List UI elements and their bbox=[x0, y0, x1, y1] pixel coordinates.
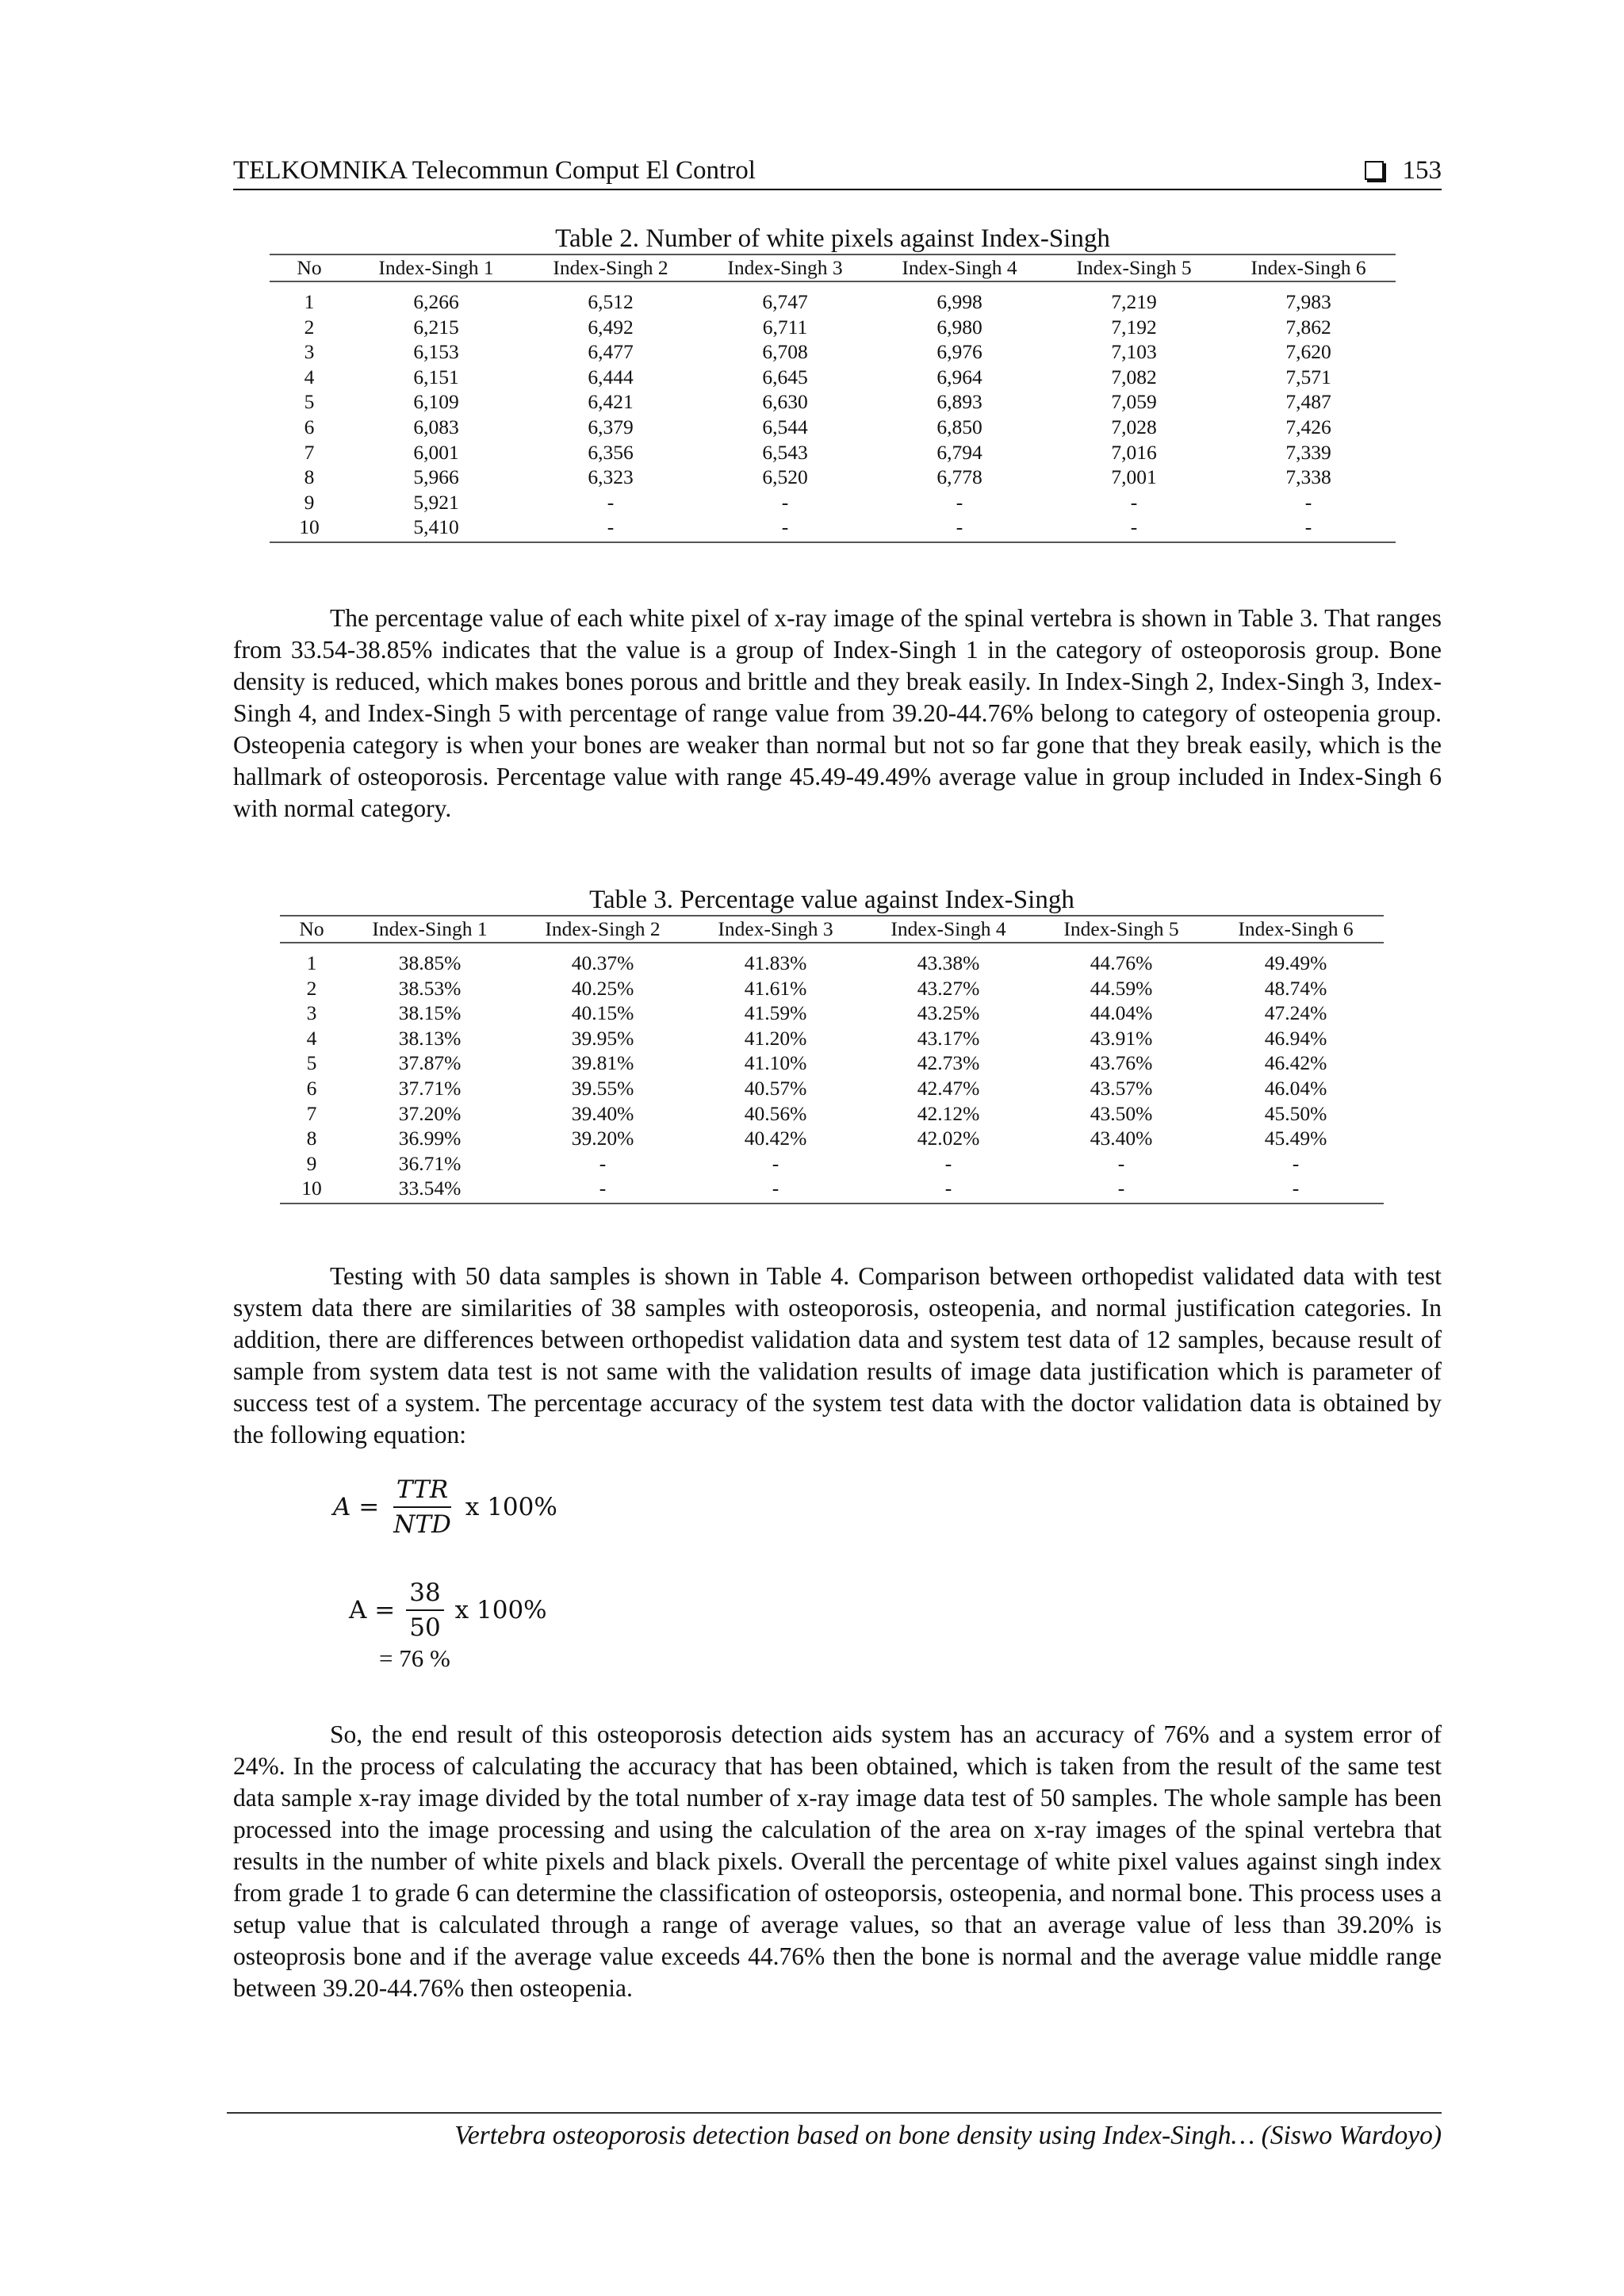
table-row bbox=[280, 1176, 1384, 1203]
table-3 bbox=[280, 885, 1384, 1204]
table-cell: 6,708 bbox=[762, 340, 808, 364]
table-cell: 46.04% bbox=[1264, 1076, 1327, 1100]
accuracy-formula bbox=[333, 1475, 557, 1540]
page-number: 153 bbox=[1402, 156, 1442, 185]
table-cell: 6,356 bbox=[588, 440, 634, 464]
numerator: 38 bbox=[406, 1578, 443, 1611]
paragraph-3: So, the end result of this osteoporosis detection aids system has an accuracy of 76% and a system error of 24%. In the process of calculating the accuracy that has been obtained, which is taken from the result of the same test data sample x-ray image divided by the total number of x-ray image data test of 50 samples. The whole sample has been processed into the image processing and using the calculation of the area on x-ray images of the spinal vertebra that results in the number of white pixels and black pixels. Overall the percentage of white pixel values against singh index from grade 1 to grade 6 can determine the classification of osteoporsis, osteopenia, and normal bone. This process uses a setup value that is calculated through a range of average values, so that an average value of less than 39.20% is osteoprosis bone and if the average value exceeds 44.76% then the bone is normal and the average value middle range between 39.20-44.76% then osteopenia. bbox=[233, 1720, 1442, 2002]
table-cell: 9 bbox=[304, 490, 315, 514]
table-cell: - bbox=[698, 515, 872, 542]
table-cell: 5 bbox=[306, 1051, 317, 1075]
column-header: Index-Singh 5 bbox=[1035, 916, 1208, 943]
table-cell: 6,964 bbox=[936, 365, 982, 388]
table-cell: 10 bbox=[270, 515, 349, 542]
table-cell: 7,192 bbox=[1111, 315, 1157, 339]
table-row bbox=[280, 1050, 1384, 1076]
square-box-icon bbox=[1365, 161, 1384, 180]
table-header-row bbox=[270, 254, 1396, 281]
table-cell: 7,082 bbox=[1111, 365, 1157, 388]
table-cell: 8 bbox=[304, 465, 315, 489]
table-cell: 6,794 bbox=[936, 440, 982, 464]
table-cell: 2 bbox=[306, 976, 317, 1000]
table-cell: 6,001 bbox=[413, 440, 459, 464]
table-cell: 6,630 bbox=[762, 390, 808, 414]
table-cell: 38.53% bbox=[398, 976, 462, 1000]
table-cell: 4 bbox=[306, 1026, 317, 1050]
table-cell: 42.47% bbox=[917, 1076, 980, 1100]
table-cell: 36.99% bbox=[398, 1127, 462, 1150]
table-row bbox=[280, 1101, 1384, 1127]
table-cell: 6,153 bbox=[413, 340, 459, 364]
table-cell: 6 bbox=[306, 1076, 317, 1100]
table-cell: - bbox=[1047, 515, 1221, 542]
table-row bbox=[270, 490, 1396, 515]
column-header: No bbox=[280, 916, 343, 943]
paragraph-2: Testing with 50 data samples is shown in Table 4. Comparison between orthopedist validated data with test system data there are similarities of 38 samples with osteoporosis, osteopenia, and normal justification categories. In addition, there are differences between orthopedist validation data and system test data of 12 samples, because result of sample from system data test is not same with the validation results of image data justification which is parameter of success test of a system. The percentage accuracy of the system test data with the doctor validation data is obtained by the following equation: bbox=[233, 1262, 1442, 1448]
table-cell: 3 bbox=[306, 1001, 317, 1025]
table-row bbox=[270, 315, 1396, 340]
table-cell: - bbox=[1292, 1151, 1300, 1175]
formula-lhs: A = bbox=[349, 1596, 396, 1624]
table-cell: 7,338 bbox=[1285, 465, 1331, 489]
table-cell: 40.56% bbox=[744, 1101, 807, 1125]
table-header-row bbox=[280, 916, 1384, 943]
table-cell: 2 bbox=[304, 315, 315, 339]
denominator: 50 bbox=[409, 1613, 441, 1642]
table-cell: 47.24% bbox=[1264, 1001, 1327, 1025]
table-cell: 6,645 bbox=[762, 365, 808, 388]
table-cell: 6,151 bbox=[413, 365, 459, 388]
table-cell: 6,266 bbox=[413, 290, 459, 313]
table-cell: 39.81% bbox=[571, 1051, 634, 1075]
column-header: Index-Singh 5 bbox=[1047, 254, 1221, 281]
table-cell: 7,983 bbox=[1285, 290, 1331, 313]
table-cell: 43.38% bbox=[917, 951, 980, 974]
table-row bbox=[270, 415, 1396, 440]
table-2-grid bbox=[270, 254, 1396, 543]
table-cell: 7,016 bbox=[1111, 440, 1157, 464]
table-cell: 43.50% bbox=[1090, 1101, 1153, 1125]
table-cell: 39.95% bbox=[571, 1026, 634, 1050]
table-cell: 6,980 bbox=[936, 315, 982, 339]
table-row bbox=[280, 1076, 1384, 1101]
table-cell: 5,410 bbox=[349, 515, 523, 542]
table-cell: 36.71% bbox=[398, 1151, 462, 1175]
table-3-caption: Table 3. Percentage value against Index-Singh bbox=[589, 886, 1074, 914]
table-cell: 6,893 bbox=[936, 390, 982, 414]
table-cell: 38.13% bbox=[398, 1026, 462, 1050]
table-cell: 6,083 bbox=[413, 415, 459, 438]
table-cell: 1 bbox=[306, 951, 317, 974]
table-cell: 40.37% bbox=[571, 951, 634, 974]
table-cell: - bbox=[1117, 1151, 1125, 1175]
table-cell: 7,028 bbox=[1111, 415, 1157, 438]
table-cell: 41.59% bbox=[744, 1001, 807, 1025]
formula-tail: x 100% bbox=[454, 1596, 547, 1624]
table-cell: 33.54% bbox=[343, 1176, 516, 1203]
table-cell: - bbox=[781, 490, 789, 514]
table-cell: 43.27% bbox=[917, 976, 980, 1000]
denominator: NTD bbox=[393, 1510, 451, 1539]
table-cell: 4 bbox=[304, 365, 315, 388]
table-cell: 7,059 bbox=[1111, 390, 1157, 414]
table-cell: 44.04% bbox=[1090, 1001, 1153, 1025]
table-row bbox=[280, 943, 1384, 976]
table-row bbox=[280, 1126, 1384, 1151]
table-cell: 43.91% bbox=[1090, 1026, 1153, 1050]
table-cell: 7,426 bbox=[1285, 415, 1331, 438]
table-cell: 7,487 bbox=[1285, 390, 1331, 414]
table-cell: 39.20% bbox=[571, 1127, 634, 1150]
table-row bbox=[270, 281, 1396, 315]
table-cell: 42.02% bbox=[917, 1127, 980, 1150]
table-row bbox=[270, 440, 1396, 465]
table-cell: - bbox=[1130, 490, 1138, 514]
table-cell: 43.40% bbox=[1090, 1127, 1153, 1150]
paragraph-1: The percentage value of each white pixel of x-ray image of the spinal vertebra is shown in Table 3. That ranges from 33.54-38.85% indicates that the value is a group of Index-Singh 1 in the category of osteoporosis group. Bone density is reduced, which makes bones porous and brittle and they break easily. In Index-Singh 2, Index-Singh 3, Index-Singh 4, and Index-Singh 5 with percentage of range value from 39.20-44.76% belong to category of osteopenia group. Osteopenia category is when your bones are weaker than normal but not so far gone that they break easily, which is the hallmark of osteoporosis. Percentage value with range 45.49-49.49% average value in group included in Index-Singh 6 with normal category. bbox=[233, 604, 1442, 822]
table-row bbox=[280, 976, 1384, 1001]
table-cell: - bbox=[516, 1176, 689, 1203]
table-cell: 9 bbox=[306, 1151, 317, 1175]
table-cell: 6,976 bbox=[936, 340, 982, 364]
table-cell: 6,747 bbox=[762, 290, 808, 313]
table-cell: 6,477 bbox=[588, 340, 634, 364]
table-cell: - bbox=[607, 490, 615, 514]
table-row bbox=[270, 515, 1396, 542]
table-cell: 46.94% bbox=[1264, 1026, 1327, 1050]
table-row bbox=[270, 339, 1396, 365]
table-cell: 6,520 bbox=[762, 465, 808, 489]
table-cell: 5 bbox=[304, 390, 315, 414]
table-cell: 40.42% bbox=[744, 1127, 807, 1150]
table-cell: 45.49% bbox=[1264, 1127, 1327, 1150]
footer-rule bbox=[227, 2112, 1442, 2114]
table-cell: 40.15% bbox=[571, 1001, 634, 1025]
table-cell: 42.73% bbox=[917, 1051, 980, 1075]
table-cell: 10 bbox=[280, 1176, 343, 1203]
table-cell: 7,103 bbox=[1111, 340, 1157, 364]
table-cell: 43.25% bbox=[917, 1001, 980, 1025]
table-cell: 7,219 bbox=[1111, 290, 1157, 313]
table-cell: 41.61% bbox=[744, 976, 807, 1000]
table-cell: 42.12% bbox=[917, 1101, 980, 1125]
table-cell: - bbox=[862, 1176, 1035, 1203]
table-cell: 7,571 bbox=[1285, 365, 1331, 388]
table-row bbox=[280, 1026, 1384, 1051]
table-cell: 6,421 bbox=[588, 390, 634, 414]
table-cell: 6,444 bbox=[588, 365, 634, 388]
table-cell: 7,862 bbox=[1285, 315, 1331, 339]
table-cell: 37.20% bbox=[398, 1101, 462, 1125]
table-row bbox=[270, 465, 1396, 490]
table-cell: - bbox=[599, 1151, 607, 1175]
table-cell: 40.25% bbox=[571, 976, 634, 1000]
column-header: Index-Singh 2 bbox=[516, 916, 689, 943]
table-cell: 38.15% bbox=[398, 1001, 462, 1025]
formula-tail: x 100% bbox=[465, 1493, 557, 1521]
table-cell: 6,492 bbox=[588, 315, 634, 339]
table-cell: 6,379 bbox=[588, 415, 634, 438]
table-cell: 7 bbox=[304, 440, 315, 464]
table-cell: 6,109 bbox=[413, 390, 459, 414]
table-row bbox=[270, 389, 1396, 415]
column-header: No bbox=[270, 254, 349, 281]
table-cell: 45.50% bbox=[1264, 1101, 1327, 1125]
table-cell: 1 bbox=[304, 290, 315, 313]
table-cell: - bbox=[1035, 1176, 1208, 1203]
table-cell: 37.87% bbox=[398, 1051, 462, 1075]
table-cell: - bbox=[689, 1176, 862, 1203]
table-cell: 7,620 bbox=[1285, 340, 1331, 364]
column-header: Index-Singh 1 bbox=[343, 916, 516, 943]
table-cell: 7 bbox=[306, 1101, 317, 1125]
table-cell: 6,544 bbox=[762, 415, 808, 438]
table-cell: 39.55% bbox=[571, 1076, 634, 1100]
table-cell: - bbox=[944, 1151, 952, 1175]
table-cell: 40.57% bbox=[744, 1076, 807, 1100]
table-cell: 43.76% bbox=[1090, 1051, 1153, 1075]
table-cell: 44.59% bbox=[1090, 976, 1153, 1000]
table-cell: 7,339 bbox=[1285, 440, 1331, 464]
table-cell: 7,001 bbox=[1111, 465, 1157, 489]
table-row bbox=[280, 1001, 1384, 1026]
table-cell: - bbox=[1208, 1176, 1384, 1203]
table-cell: 6,778 bbox=[936, 465, 982, 489]
table-cell: 41.83% bbox=[744, 951, 807, 974]
column-header: Index-Singh 4 bbox=[862, 916, 1035, 943]
table-cell: - bbox=[772, 1151, 779, 1175]
table-cell: 38.85% bbox=[398, 951, 462, 974]
table-cell: 39.40% bbox=[571, 1101, 634, 1125]
table-2 bbox=[270, 224, 1396, 543]
table-cell: 3 bbox=[304, 340, 315, 364]
column-header: Index-Singh 2 bbox=[523, 254, 698, 281]
table-cell: 5,966 bbox=[413, 465, 459, 489]
accuracy-calculation bbox=[349, 1578, 547, 1643]
table-cell: - bbox=[956, 490, 963, 514]
column-header: Index-Singh 6 bbox=[1208, 916, 1384, 943]
numerator: TTR bbox=[393, 1475, 451, 1508]
column-header: Index-Singh 4 bbox=[872, 254, 1047, 281]
table-cell: 43.57% bbox=[1090, 1076, 1153, 1100]
table-cell: 6,215 bbox=[413, 315, 459, 339]
table-cell: 6 bbox=[304, 415, 315, 438]
formula-lhs: A = bbox=[333, 1493, 380, 1521]
journal-title: TELKOMNIKA Telecommun Comput El Control bbox=[233, 156, 756, 185]
fraction bbox=[406, 1578, 443, 1643]
table-cell: 37.71% bbox=[398, 1076, 462, 1100]
table-cell: - bbox=[1221, 515, 1396, 542]
table-cell: 41.10% bbox=[744, 1051, 807, 1075]
table-cell: 44.76% bbox=[1090, 951, 1153, 974]
table-cell: 6,998 bbox=[936, 290, 982, 313]
page-number-group bbox=[1365, 152, 1442, 189]
table-cell: 6,850 bbox=[936, 415, 982, 438]
table-cell: 49.49% bbox=[1264, 951, 1327, 974]
table-cell: 6,543 bbox=[762, 440, 808, 464]
table-2-caption: Table 2. Number of white pixels against Index-Singh bbox=[555, 224, 1110, 253]
column-header: Index-Singh 3 bbox=[698, 254, 872, 281]
table-cell: - bbox=[872, 515, 1047, 542]
table-cell: 48.74% bbox=[1264, 976, 1327, 1000]
table-cell: 5,921 bbox=[413, 490, 459, 514]
table-cell: - bbox=[523, 515, 698, 542]
accuracy-result: = 76 % bbox=[379, 1644, 450, 1672]
table-cell: 46.42% bbox=[1264, 1051, 1327, 1075]
column-header: Index-Singh 3 bbox=[689, 916, 862, 943]
table-row bbox=[270, 365, 1396, 390]
table-row bbox=[280, 1151, 1384, 1177]
table-cell: 8 bbox=[306, 1127, 317, 1150]
table-cell: 43.17% bbox=[917, 1026, 980, 1050]
table-cell: 41.20% bbox=[744, 1026, 807, 1050]
table-cell: 6,711 bbox=[762, 315, 808, 339]
table-3-grid bbox=[280, 915, 1384, 1204]
column-header: Index-Singh 6 bbox=[1221, 254, 1396, 281]
table-cell: - bbox=[1304, 490, 1312, 514]
fraction bbox=[390, 1475, 454, 1540]
table-cell: 6,512 bbox=[588, 290, 634, 313]
running-header bbox=[233, 152, 1442, 190]
column-header: Index-Singh 1 bbox=[349, 254, 523, 281]
table-cell: 6,323 bbox=[588, 465, 634, 489]
running-footer: Vertebra osteoporosis detection based on bone density using Index-Singh… (Siswo Wardoyo) bbox=[454, 2121, 1442, 2150]
